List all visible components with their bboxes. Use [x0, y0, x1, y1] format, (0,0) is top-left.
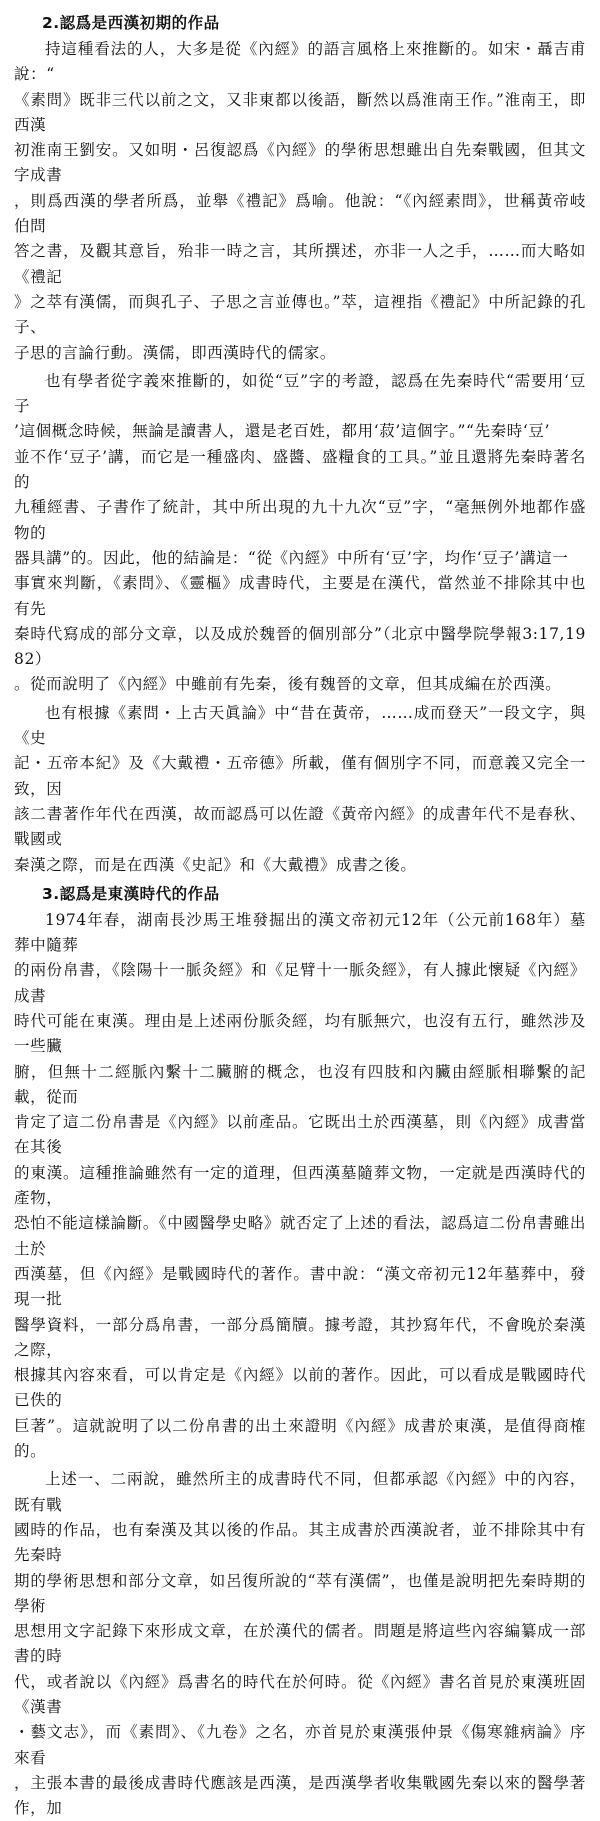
- text-line: 也有根據《素問・上古天眞論》中“昔在黃帝，……成而登天”一段文字，與《史: [14, 703, 586, 748]
- text-line: 。從而說明了《內經》中雖前有先秦，後有魏晉的文章，但其成編在於西漢。: [14, 675, 562, 694]
- text-line: 的東漢。這種推論雖然有一定的道理，但西漢墓隨葬文物，一定就是西漢時代的產物，: [14, 1163, 586, 1208]
- text-line: 西漢墓，但《內經》是戰國時代的著作。書中說：“漢文帝初元12年墓葬中，發現一批: [14, 1264, 586, 1309]
- text-line: 該二書著作年代在西漢，故而認爲可以佐證《黃帝內經》的成書年代不是春秋、戰國或: [14, 804, 586, 849]
- paragraph-language-style: [14, 37, 586, 366]
- text-line: ・藝文志》，而《素問》、《九卷》之名，亦首見於東漢張仲景《傷寒雜病論》序來看: [14, 1723, 586, 1767]
- text-line: 思想用文字記錄下來形成文章，在於漢代的儒者。問題是將這些內容編纂成一部書的時: [14, 1622, 586, 1666]
- text-line: 肯定了這二份帛書是《內經》以前產品。它既出土於西漢墓，則《內經》成書當在其後: [14, 1113, 586, 1157]
- text-line: 《素問》既非三代以前之文，又非東都以後語，斷然以爲淮南王作。”淮南王，即西漢: [14, 90, 586, 134]
- text-line: 根據其內容來看，可以肯定是《內經》以前的著作。因此，可以看成是戰國時代已佚的: [14, 1366, 586, 1410]
- text-line: 腑，但無十二經脈內繫十二臟腑的概念，也沒有四肢和內臟由經脈相聯繫的記載，從而: [14, 1062, 586, 1106]
- text-line: 期的學術思想和部分文章，如呂復所說的“萃有漢儒”，也僅是說明把先秦時期的學術: [14, 1571, 586, 1615]
- section-heading-western-han: 2.認爲是西漢初期的作品: [42, 14, 220, 32]
- text-line: 恐怕不能這樣論斷。《中國醫學史略》就否定了上述的看法，認爲這二份帛書雖出土於: [14, 1214, 586, 1258]
- text-line: 秦時代寫成的部分文章，以及成於魏晉的個別部分”（北京中醫學院學報3:17,1982）: [14, 624, 586, 669]
- paragraph-dou-character: [14, 369, 586, 698]
- section-heading-eastern-han: 3.認爲是東漢時代的作品: [42, 884, 220, 903]
- text-line: 秦漢之際，而是在西漢《史記》和《大戴禮》成書之後。: [14, 855, 417, 874]
- text-line: 也有學者從字義來推斷的，如從“豆”字的考證，認爲在先秦時代“需要用‘豆子: [14, 371, 586, 416]
- paragraph-summary: [14, 1467, 586, 1821]
- text-line: 答之書，及觀其意旨，殆非一時之言，其所撰述，亦非一人之手，……而大略如《禮記: [14, 242, 586, 286]
- text-line: 器具講”的。因此，他的結論是：“從《內經》中所有‘豆’字，均作‘豆子’講這一: [14, 548, 569, 567]
- text-line: 記・五帝本紀》及《大戴禮・五帝德》所載，僅有個別字不同，而意義又完全一致，因: [14, 754, 586, 798]
- text-line: 九種經書、子書作了統計，其中所出現的九十九次“豆”字，“毫無例外地都作盛物的: [14, 498, 586, 542]
- text-line: 》之萃有漢儒，而與孔子、子思之言並傳也。”萃，這裡指《禮記》中所記錄的孔子、: [14, 292, 586, 337]
- paragraph-suwen-shiji: [14, 701, 586, 878]
- text-line: 的兩份帛書，《陰陽十一脈灸經》和《足臂十一脈灸經》，有人據此懷疑《內經》成書: [14, 961, 586, 1005]
- text-line: 子思的言論行動。漢儒，即西漢時代的儒家。: [14, 343, 337, 362]
- text-line: 1974年春，湖南長沙馬王堆發掘出的漢文帝初元12年（公元前168年）墓葬中隨葬: [14, 910, 586, 955]
- text-line: 上述一、二兩說，雖然所主的成書時代不同，但都承認《內經》中的內容，既有戰: [14, 1470, 586, 1514]
- text-line: ，則爲西漢的學者所爲，並舉《禮記》爲喻。他說：“《內經素問》，世稱黃帝岐伯問: [14, 191, 586, 236]
- paragraph-mawangdui: [14, 908, 586, 1465]
- text-line: ，主張本書的最後成書時代應該是西漢，是西漢學者收集戰國先秦以來的醫學著作，加: [14, 1773, 586, 1818]
- text-line: 初淮南王劉安。又如明・呂復認爲《內經》的學術思想雖出自先秦戰國，但其文字成書: [14, 141, 586, 185]
- text-line: 持這種看法的人，大多是從《內經》的語言風格上來推斷的。如宋・聶吉甫說：“: [14, 40, 586, 84]
- text-line: 巨著”。這就說明了以二份帛書的出土來證明《內經》成書於東漢，是值得商榷的。: [14, 1416, 586, 1461]
- text-line: 事實來判斷，《素問》、《靈樞》成書時代，主要是在漢代，當然並不排除其中也有先: [14, 574, 586, 618]
- text-line: 時代可能在東漢。理由是上述兩份脈灸經，均有脈無穴，也沒有五行，雖然涉及一些臟: [14, 1011, 586, 1056]
- text-line: 並不作‘豆子’講，而它是一種盛肉、盛醬、盛糧食的工具。”並且還將先秦時著名的: [14, 447, 586, 492]
- text-line: ’這個概念時候，無論是讀書人，還是老百姓，都用‘菽’這個字。”“先秦時‘豆’: [14, 422, 551, 441]
- text-line: 醫學資料，一部分爲帛書，一部分爲簡牘。據考證，其抄寫年代，不會晚於秦漢之際，: [14, 1315, 586, 1359]
- text-line: 代，或者說以《內經》爲書名的時代在於何時。從《內經》書名首見於東漢班固《漢書: [14, 1672, 586, 1716]
- text-line: 國時的作品，也有秦漢及其以後的作品。其主成書於西漢說者，並不排除其中有先秦時: [14, 1520, 586, 1565]
